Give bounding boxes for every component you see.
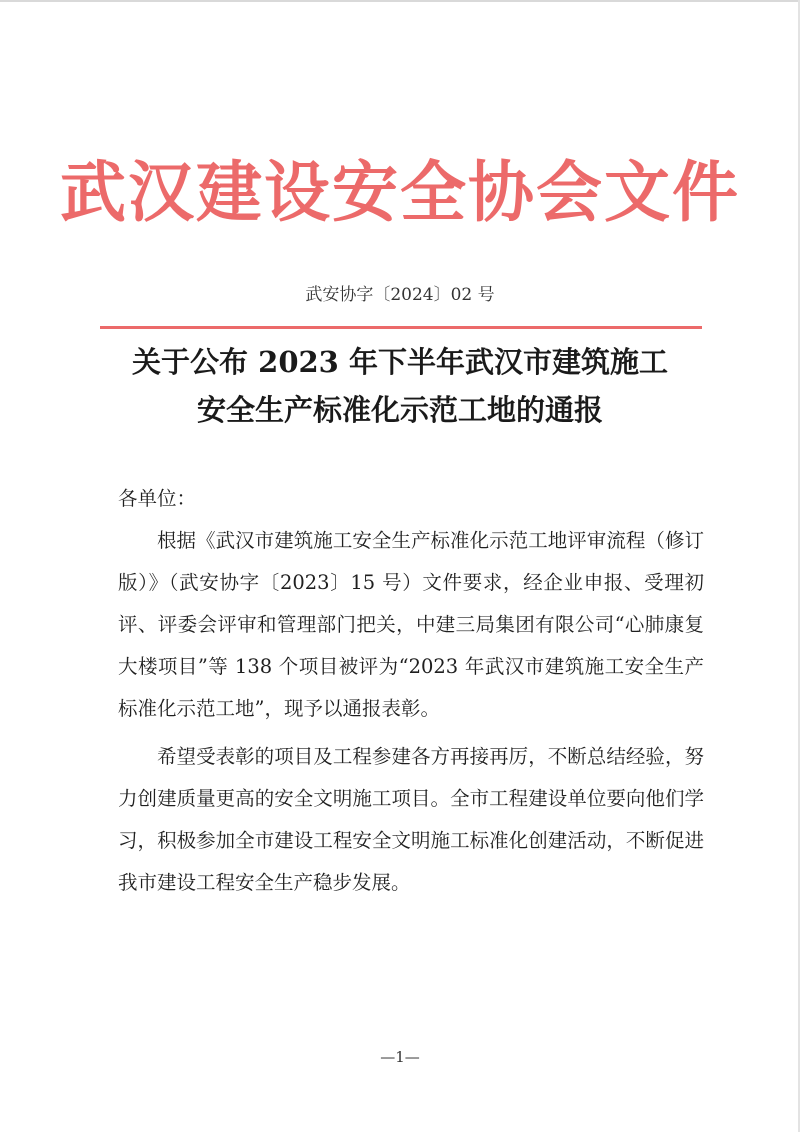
notice-title bbox=[0, 338, 800, 434]
document-header-title: 武汉建设安全协会文件 bbox=[60, 154, 740, 231]
body-paragraph-1: 根据《武汉市建筑施工安全生产标准化示范工地评审流程（修订版）》（武安协字〔2023〕15 号）文件要求，经企业申报、受理初评、评委会评审和管理部门把关，中建三局集团有限公司“心肺康复大楼项目”等 138 个项目被评为“2023 年武汉市建筑施工安全生产标准化示范工地”，现予以通报表彰。 bbox=[118, 529, 704, 720]
page-number: —1— bbox=[380, 1048, 420, 1066]
body-paragraph-2: 希望受表彰的项目及工程参建各方再接再厉，不断总结经验，努力创建质量更高的安全文明施工项目。全市工程建设单位要向他们学习，积极参加全市建设工程安全文明施工标准化创建活动，不断促进我市建设工程安全生产稳步发展。 bbox=[118, 745, 704, 894]
salutation: 各单位： bbox=[118, 487, 197, 510]
notice-title-line-2: 安全生产标准化示范工地的通报 bbox=[196, 393, 603, 427]
document-number: 武安协字〔2024〕02 号 bbox=[305, 285, 495, 305]
page-top-edge bbox=[0, 0, 800, 2]
notice-body bbox=[118, 478, 704, 904]
notice-title-line-1: 关于公布 2023 年下半年武汉市建筑施工 bbox=[132, 345, 668, 379]
header-divider-rule bbox=[100, 326, 702, 329]
